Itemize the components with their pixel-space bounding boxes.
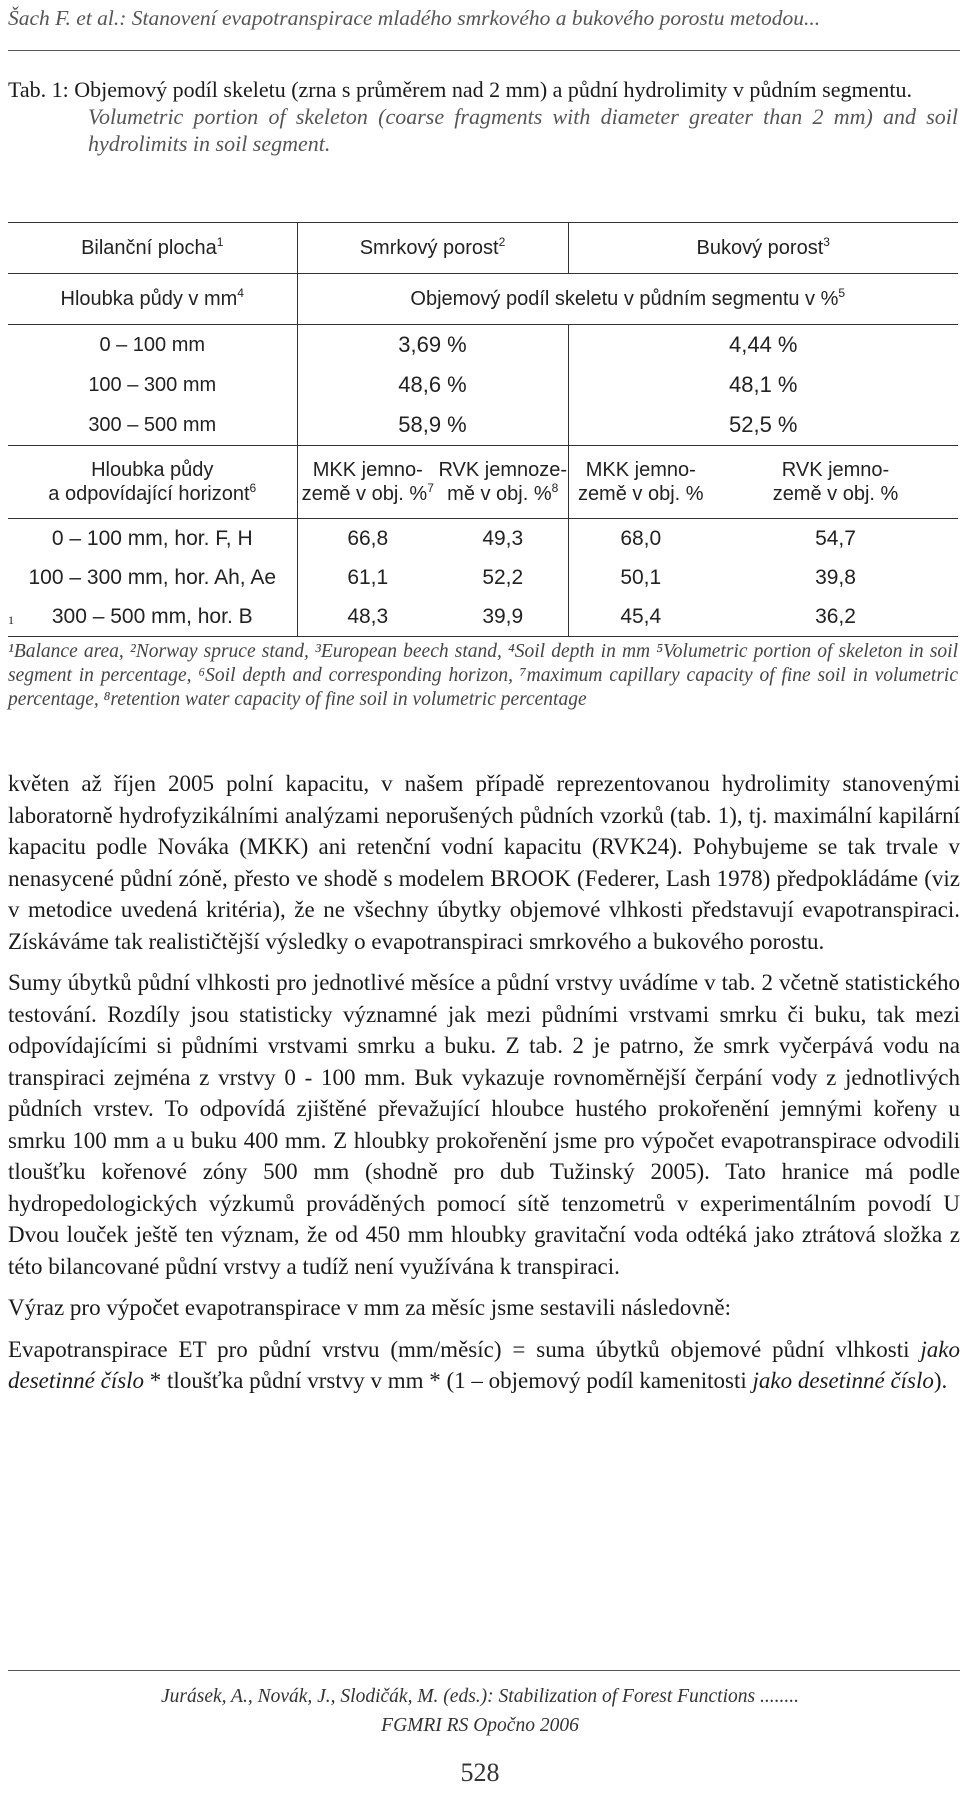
depth-horizon-cell: 300 – 500 mm, hor. B [8, 597, 297, 637]
running-head: Šach F. et al.: Stanovení evapotranspirace mladého smrkového a bukového porostu metodou... [8, 6, 821, 30]
mkk-beech-cell: 50,1 [568, 558, 713, 597]
header-cell-spruce: Smrkový porost$^2$ [297, 223, 568, 274]
spruce-skeleton-cell: 58,9 % [297, 405, 568, 446]
paragraph: Sumy úbytků půdní vlhkosti pro jednotlivé měsíce a půdní vrstvy uvádíme v tab. 2 včetně statistického testování. Rozdíly jsou statisticky významné jak mezi půdními vrstvami smrku či buku, tak mezi odpovídajícími si půdními vrstvami smrku a buku. Z tab. 2 je patrno, že smrk vyčerpává vodu na transpiraci zejména z vrstvy 0 - 100 mm. Buk vykazuje rovnoměrnější čerpání vody z jednotlivých půdních vrstev. To odpovídá zjištěné převažující hloubce hustého prokořenění jemnými kořeny u smrku 100 mm a u buku 400 mm. Z hloubky prokořenění jsme pro výpočet evapotranspirace odvodili tloušťku kořenové zóny 500 mm (shodně pro dub Tužinský 2005). Tato hranice má podle hydropedologických výzkumů prováděných pomocí sítě tenzometrů v experimentálním povodí U Dvou louček ještě ten význam, že od 450 mm hloubky gravitační voda odtéká jako ztrátová složka z této bilancované půdní vrstvy a tudíž není využívána k transpiraci. [8, 970, 960, 1279]
header-cell-beech: Bukový porost$^3$ [568, 223, 958, 274]
table-row [8, 405, 958, 446]
beech-skeleton-cell: 4,44 % [568, 325, 958, 366]
caption-english: Volumetric portion of skeleton (coarse fragments with diameter greater than 2 mm) and soil hydrolimits in soil segment. [88, 104, 958, 156]
table-hydrolimit-header-row [8, 446, 958, 519]
mkk-spruce-cell: 61,1 [297, 558, 438, 597]
depth-cell: 300 – 500 mm [88, 413, 217, 436]
footer-rule [8, 1670, 960, 1671]
footnote-text: ¹Balance area, ²Norway spruce stand, ³European beech stand, ⁴Soil depth in mm ⁵Volumetric portion of skeleton in soil segment in percentage, ⁶Soil depth and corresponding horizon, ⁷maximum capillary capacity of fine soil in volumetric percentage, ⁸retention water capacity of fine soil in volumetric percentage [8, 641, 958, 710]
paragraph: Výraz pro výpočet evapotranspirace v mm za měsíc jsme sestavili následovně: [8, 1295, 731, 1320]
header-cell-mkk-beech: MKK jemno- země v obj. % [568, 446, 713, 519]
beech-skeleton-cell: 48,1 % [568, 365, 958, 405]
table-row [8, 519, 958, 559]
depth-horizon-cell: 0 – 100 mm, hor. F, H [8, 519, 297, 559]
page-number: 528 [460, 1758, 500, 1787]
header-cell-skeleton: Objemový podíl skeletu v půdním segmentu v %$^5$ [297, 274, 958, 325]
rvk-spruce-cell: 49,3 [438, 519, 568, 559]
depth-cell: 0 – 100 mm [8, 325, 297, 366]
mkk-spruce-cell: 66,8 [297, 519, 438, 559]
table-row [8, 365, 958, 405]
caption-czech: Tab. 1: Objemový podíl skeletu (zrna s průměrem nad 2 mm) a půdní hydrolimity v půdním segmentu. [8, 77, 912, 102]
table-row [8, 597, 958, 637]
rvk-beech-cell: 36,2 [713, 597, 958, 637]
mkk-beech-cell: 68,0 [568, 519, 713, 559]
footer-citation: Jurásek, A., Novák, J., Slodičák, M. (eds.): Stabilization of Forest Functions ........ [161, 1686, 799, 1707]
rvk-beech-cell: 54,7 [713, 519, 958, 559]
header-cell-area: Bilanční plocha$^1$ [8, 223, 297, 274]
page-footer [0, 1682, 960, 1740]
mkk-spruce-cell: 48,3 [297, 597, 438, 637]
depth-horizon-cell: 100 – 300 mm, hor. Ah, Ae [28, 565, 276, 589]
stray-footnote-mark: 1 [8, 613, 14, 627]
spruce-skeleton-cell: 3,69 % [297, 325, 568, 366]
header-cell-mkk-spruce: MKK jemno- země v obj. %$^7$ [297, 446, 438, 519]
table-caption [8, 76, 958, 157]
body-text [8, 768, 960, 1407]
table-subheader-row [8, 274, 958, 325]
table-header-row [8, 223, 958, 274]
depth-cell: 100 – 300 mm [88, 373, 217, 396]
header-rule [8, 50, 960, 51]
table-row [8, 558, 958, 597]
formula-paragraph: Evapotranspirace ET pro půdní vrstvu (mm/měsíc) = suma úbytků objemové půdní vlhkosti jako desetinné číslo * tloušťka půdní vrstvy v mm * (1 – objemový podíl kamenitosti jako desetinné číslo). [8, 1336, 960, 1393]
header-cell-rvk-spruce: RVK jemnoze- mě v obj. %$^8$ [438, 446, 568, 519]
rvk-beech-cell: 39,8 [815, 565, 856, 589]
beech-skeleton-cell: 52,5 % [568, 405, 958, 446]
header-cell-depth: Hloubka půdy v $mm^4$ [8, 274, 297, 325]
rvk-spruce-cell: 39,9 [438, 597, 568, 637]
spruce-skeleton-cell: 48,6 % [297, 365, 568, 405]
skeleton-hydrolimits-table [8, 222, 958, 637]
mkk-beech-cell: 45,4 [568, 597, 713, 637]
table-footnotes [8, 640, 958, 712]
table-row [8, 325, 958, 366]
rvk-spruce-cell: 52,2 [482, 565, 524, 589]
header-cell-depth-horizon: Hloubka půdy a odpovídající horizont$^6$ [8, 446, 297, 519]
paragraph: květen až říjen 2005 polní kapacitu, v našem případě reprezentovanou hydrolimity stanovenými laboratorně hydrofyzikálními analýzami neporušených půdních vzorků (tab. 1), tj. maximální kapilární kapacitu podle Nováka (MKK) ani retenční vodní kapacitu (RVK24). Pohybujeme se tak trvale v nenasycené půdní zóně, přesto ve shodě s modelem BROOK (Federer, Lash 1978) předpokládáme (viz v metodice uvedená kritéria), že ne všechny úbytky objemové vlhkosti představují evapotranspiraci. Získáváme tak realističtější výsledky o evapotranspiraci smrkového a bukového porostu. [8, 771, 960, 954]
footer-publisher: FGMRI RS Opočno 2006 [381, 1715, 579, 1736]
header-cell-rvk-beech: RVK jemno- země v obj. % [713, 446, 958, 519]
